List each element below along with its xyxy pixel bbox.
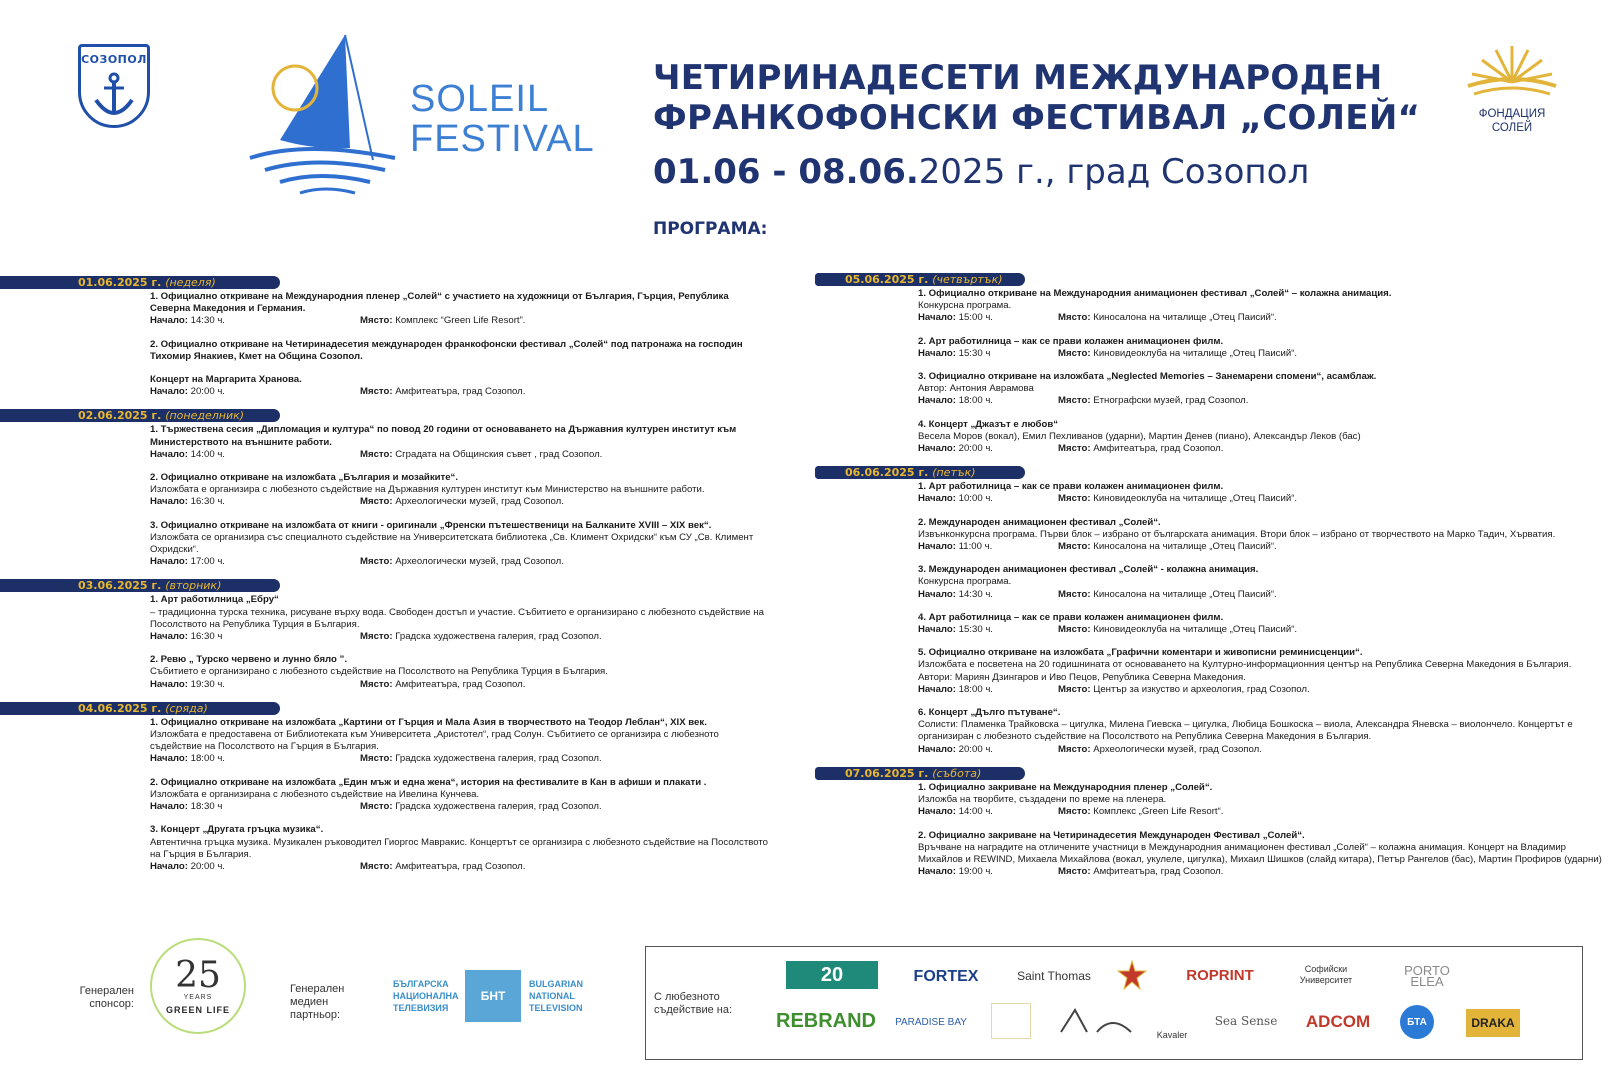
place-label: Място:: [360, 448, 393, 460]
place-value: Амфитеатъра, град Созопол.: [395, 860, 526, 872]
start-time: 16:30 ч.: [190, 496, 225, 508]
place-value: Киносалона на читалище „Отец Паисий“.: [1093, 588, 1277, 600]
sozopol-logo-text: СОЗОПОЛ: [81, 53, 147, 66]
day-header: [815, 767, 1025, 780]
day-weekday: (събота): [932, 766, 982, 780]
event-title: 1. Арт работилница – как се прави колажен анимационен филм.: [918, 481, 1224, 493]
start-time: 14:00 ч.: [958, 806, 993, 818]
day-weekday: (неделя): [165, 276, 216, 289]
event-item: [150, 594, 770, 643]
partner-logo-roprint: ROPRINT: [1186, 966, 1254, 984]
place-value: Археологически музей, град Созопол.: [1093, 743, 1262, 755]
event-title: 1. Официално откриване на Международния пленер „Солей“ с участието на художници от България, Гърция, Република Северна Македония и Германия.: [150, 291, 729, 315]
start-label: Начало:: [918, 588, 956, 600]
partner-logo-porto-elea: PORTO ELEA: [1404, 963, 1450, 989]
event-title: 2. Официално откриване на изложбата „Един мъж и една жена“, история на фестивалите в Кан в афиши и плакати .: [150, 776, 707, 788]
event-item: [150, 374, 770, 398]
schedule-day: [815, 466, 1605, 756]
event-title: 4. Арт работилница – как се прави колажен анимационен филм.: [918, 611, 1224, 623]
sun-icon: [1466, 42, 1558, 102]
event-title: 2. Арт работилница – как се прави колажен анимационен филм.: [918, 335, 1224, 347]
event-time-place: [918, 493, 1605, 505]
event-time-place: [918, 589, 1605, 601]
event-item: [150, 291, 770, 328]
event-time-place: [918, 348, 1605, 360]
place-label: Място:: [360, 678, 393, 690]
event-title: Концерт на Маргарита Хранова.: [150, 374, 302, 386]
start-time: 15:30 ч.: [958, 624, 993, 636]
partner-logo-sea-sense: Sea Sense: [1214, 1013, 1278, 1028]
start-time: 11:00 ч.: [958, 541, 993, 553]
place-label: Място:: [360, 801, 393, 813]
event-item: [918, 830, 1605, 879]
bnt-bg-text: БЪЛГАРСКА НАЦИОНАЛНА ТЕЛЕВИЗИЯ: [393, 979, 459, 1013]
event-title: 1. Официално откриване на Международния анимационен фестивал „Солей“ – колажна анимация.: [918, 288, 1392, 299]
day-date: 02.06.2025 г.: [78, 409, 162, 423]
place-label: Място:: [1058, 347, 1091, 359]
event-time-place: [150, 753, 770, 765]
partner-logo-light: [991, 1003, 1031, 1039]
place-value: Киновидеоклуба на читалище „Отец Паисий“.: [1093, 347, 1298, 359]
start-label: Начало:: [918, 347, 956, 359]
bnt-mark: БНТ: [465, 970, 521, 1022]
program-label: ПРОГРАМА:: [653, 219, 768, 239]
day-date: 01.06.2025 г.: [78, 276, 162, 289]
event-title: 3. Международен анимационен фестивал „Солей“ - колажна анимация.: [918, 564, 1259, 576]
event-description: Изложбата се организира със специалното съдействие на Университетската библиотека „Св. Климент Охридски“ към СУ „Св. Климент Охридски“.: [150, 531, 754, 556]
place-value: Амфитеатъра, град Созопол.: [395, 678, 526, 690]
day-header: [815, 273, 1025, 286]
start-label: Начало:: [150, 753, 188, 765]
event-time-place: [918, 866, 1605, 878]
day-header: [815, 466, 1025, 479]
green-life-name: GREEN LIFE: [165, 1004, 230, 1015]
event-item: [150, 472, 770, 509]
start-label: Начало:: [918, 806, 956, 818]
event-time-place: [918, 541, 1605, 553]
day-weekday: (сряда): [165, 701, 208, 715]
event-title: 2. Официално откриване на изложбата „България и мозайките“.: [150, 472, 459, 484]
start-label: Начало:: [150, 448, 188, 460]
event-time-place: [150, 861, 770, 873]
start-label: Начало:: [918, 743, 956, 755]
schedule-left-column: [0, 276, 770, 884]
partner-logo-fortex: FORTEX: [913, 967, 979, 985]
place-label: Място:: [1058, 806, 1091, 818]
event-item: [150, 777, 770, 814]
place-label: Място:: [360, 860, 393, 872]
event-description: Извънконкурсна програма. Първи блок – избрано от българската анимация. Втори блок – избрано от творчеството на Марко Тадич, Хърватия.: [918, 528, 1556, 540]
place-value: Градска художествена галерия, град Созопол.: [395, 801, 602, 813]
start-time: 18:00 ч.: [190, 753, 225, 765]
schedule-day: [815, 273, 1605, 455]
event-time-place: [918, 312, 1605, 324]
start-time: 14:00 ч.: [190, 448, 225, 460]
event-item: [918, 371, 1605, 408]
event-item: [918, 782, 1605, 819]
schedule-day: [0, 409, 770, 568]
event-title: 1. Официално откриване на изложбата „Картини от Гърция и Мала Азия в творчеството на Теодор Леблан“, XIX век.: [150, 716, 707, 728]
start-time: 20:00 ч.: [958, 743, 993, 755]
partner-logo-adcom: ADCOM: [1305, 1011, 1371, 1031]
day-weekday: (понеделник): [165, 409, 245, 423]
place-label: Място:: [1058, 683, 1091, 695]
day-date: 03.06.2025 г.: [78, 579, 162, 593]
day-date: 05.06.2025 г.: [845, 273, 929, 286]
event-time-place: [918, 624, 1605, 636]
event-description: Конкурсна програма.: [918, 576, 1012, 588]
start-time: 19:00 ч.: [958, 866, 993, 878]
schedule-day: [0, 579, 770, 690]
start-time: 19:30 ч.: [190, 678, 225, 690]
place-label: Място:: [360, 496, 393, 508]
bnt-logo: [393, 970, 591, 1022]
event-description: Автор: Антония Аврамова: [918, 383, 1034, 395]
start-time: 18:00 ч.: [958, 683, 993, 695]
day-header: [0, 702, 280, 715]
event-description: Весела Моров (вокал), Емил Пехливанов (ударни), Мартин Денев (пиано), Александър Леков (бас): [918, 430, 1361, 442]
partner-logo-paradise-bay: PARADISE BAY: [895, 1016, 967, 1028]
support-label: С любезното съдействие на:: [654, 991, 733, 1016]
dates-rest: 2025 г., град Созопол: [918, 152, 1310, 192]
place-label: Място:: [1058, 588, 1091, 600]
place-value: Сградата на Общинския съвет , град Созопол.: [395, 448, 603, 460]
partner-logo-20: 20: [786, 961, 878, 989]
place-label: Място:: [360, 631, 393, 643]
start-time: 16:30 ч: [190, 631, 223, 643]
event-item: [150, 824, 770, 873]
event-item: [918, 336, 1605, 360]
event-title: 2. Международен анимационен фестивал „Солей“.: [918, 516, 1161, 528]
start-label: Начало:: [918, 493, 956, 505]
start-label: Начало:: [150, 678, 188, 690]
green-life-logo: [150, 938, 246, 1034]
event-description: Връчване на наградите на отличените участници в Международния анимационен фестивал „Солей“ – колажна анимация. Концерт на Владимир Михайлов и REWIND, Михаела Михайлова (вокал, укулеле, цигулка), Михаил Шишков (слайд китара), Петър Рангелов (бас), Мартин Профиров (ударни): [918, 841, 1602, 865]
media-partner-label: Генерален медиен партньор:: [290, 983, 345, 1021]
place-label: Място:: [1058, 866, 1091, 878]
event-title: 6. Концерт „Дълго пътуване“.: [918, 707, 1061, 719]
start-time: 15:30 ч: [958, 347, 991, 359]
place-value: Киносалона на читалище „Отец Паисий“.: [1093, 541, 1277, 553]
start-label: Начало:: [918, 866, 956, 878]
start-time: 18:30 ч: [190, 801, 223, 813]
partner-logo-drawing: [1056, 1003, 1136, 1039]
start-label: Начало:: [150, 386, 188, 398]
event-time-place: [150, 556, 770, 568]
event-description: Изложбата е предоставена от Библиотеката към Университета „Аристотел“, град Солун. Събитието се организира с любезното съдействие на Посолството на Гърция в България.: [150, 729, 719, 753]
place-label: Място:: [360, 386, 393, 398]
day-weekday: (петък): [932, 466, 976, 480]
day-date: 07.06.2025 г.: [845, 766, 929, 780]
day-header: [0, 579, 280, 592]
place-value: Комплекс „Green Life Resort“.: [1093, 806, 1224, 818]
schedule-right-column: [815, 273, 1605, 889]
start-time: 14:30 ч.: [190, 315, 225, 327]
event-description: – традиционна турска техника, рисуване върху вода. Свободен достъп и участие. Събитието е организирано с любезното съдействие на Посолството на Република Турция в България.: [150, 606, 764, 630]
start-label: Начало:: [150, 801, 188, 813]
event-time-place: [150, 315, 770, 327]
festival-dates: [653, 152, 1309, 192]
event-description: Изложбата е посветена на 20 годишнината от основаването на Културно-информационния център на Република Северна Македония в България. Автори: Мариян Дзингаров и Иво Пецов, Република Северна Македония.: [918, 659, 1572, 683]
start-label: Начало:: [918, 312, 956, 324]
place-label: Място:: [1058, 395, 1091, 407]
event-item: [918, 288, 1605, 325]
event-item: [150, 520, 770, 569]
event-item: [918, 707, 1605, 756]
event-title: 5. Официално откриване на изложбата „Графични коментари и живописни реминисценции“.: [918, 647, 1363, 659]
event-item: [918, 647, 1605, 696]
place-value: Амфитеатъра, град Созопол.: [1093, 866, 1224, 878]
event-title: 3. Официално откриване на изложбата от книги - оригинали „Френски пътешественици на Балканите XVIII – XIX век“.: [150, 519, 712, 531]
event-title: 2. Официално откриване на Четиринадесетия международен франкофонски фестивал „Солей“ под патронажа на господин Тихомир Янакиев, Кмет на Община Созопол.: [150, 338, 743, 362]
event-title: 3. Концерт „Другата гръцка музика“.: [150, 824, 324, 836]
start-label: Начало:: [150, 496, 188, 508]
start-time: 15:00 ч.: [958, 312, 993, 324]
start-time: 17:00 ч.: [190, 556, 225, 568]
event-title: 2. Ревю „ Турско червено и лунно бяло ”.: [150, 654, 348, 666]
partner-logo-star: [1116, 959, 1148, 991]
event-title: 3. Официално откриване на изложбата „Neglected Memories – Занемарени спомени“, асамблаж.: [918, 371, 1377, 383]
start-time: 18:00 ч.: [958, 395, 993, 407]
event-description: Изложба на творбите, създадени по време на пленера.: [918, 794, 1167, 806]
page-title: [653, 58, 1420, 138]
festival-logo-word-2: FESTIVAL: [410, 118, 595, 160]
partner-logo-kavaler: Kavaler: [1156, 1030, 1188, 1040]
event-item: [918, 419, 1605, 456]
sail-boat-icon: [245, 30, 415, 205]
event-item: [150, 717, 770, 766]
event-time-place: [150, 631, 770, 643]
day-header: [0, 276, 280, 289]
festival-logo-word-1: SOLEIL: [410, 78, 550, 120]
green-life-number: 25: [175, 954, 221, 996]
start-label: Начало:: [918, 541, 956, 553]
day-date: 04.06.2025 г.: [78, 701, 162, 715]
event-description: Конкурсна програма.: [918, 300, 1012, 312]
place-value: Археологически музей, град Созопол.: [395, 496, 564, 508]
schedule-day: [815, 767, 1605, 878]
event-time-place: [150, 496, 770, 508]
green-life-years: YEARS: [183, 993, 213, 1001]
place-value: Киносалона на читалище „Отец Паисий“.: [1093, 312, 1277, 324]
day-header: [0, 409, 280, 422]
star-icon: [1117, 960, 1147, 990]
event-description: Събитието е организирано с любезното съдействие на Посолството на Република Турция в България.: [150, 666, 608, 678]
bnt-en-text: BULGARIAN NATIONAL TELEVISION: [529, 979, 583, 1013]
place-label: Място:: [360, 315, 393, 327]
place-value: Център за изкуство и археология, град Созопол.: [1093, 683, 1310, 695]
start-time: 20:00 ч.: [190, 860, 225, 872]
start-label: Начало:: [918, 443, 956, 455]
event-time-place: [918, 806, 1605, 818]
title-line-2: ФРАНКОФОНСКИ ФЕСТИВАЛ „СОЛЕЙ“: [653, 98, 1421, 138]
day-weekday: (вторник): [165, 579, 222, 593]
start-time: 20:00 ч.: [958, 443, 993, 455]
event-time-place: [918, 395, 1605, 407]
sozopol-municipality-logo: [78, 44, 150, 128]
place-label: Място:: [1058, 624, 1091, 636]
event-time-place: [918, 684, 1605, 696]
event-title: 1. Официално закриване на Международния пленер „Солей“.: [918, 781, 1213, 793]
place-label: Място:: [1058, 541, 1091, 553]
place-label: Място:: [1058, 743, 1091, 755]
partner-logo-saint-thomas: Saint Thomas: [1017, 968, 1091, 983]
place-value: Киновидеоклуба на читалище „Отец Паисий“.: [1093, 493, 1298, 505]
place-value: Киновидеоклуба на читалище „Отец Паисий“.: [1093, 624, 1298, 636]
place-label: Място:: [1058, 493, 1091, 505]
event-title: 4. Концерт „Джазът е любов“: [918, 418, 1059, 430]
place-label: Място:: [360, 556, 393, 568]
event-time-place: [150, 801, 770, 813]
start-label: Начало:: [918, 683, 956, 695]
schedule-day: [0, 702, 770, 873]
event-item: [150, 339, 770, 363]
start-label: Начало:: [918, 395, 956, 407]
event-description: Изложбата е организира с любезното съдействие на Държавния културен институт към Министерство на външните работи.: [150, 484, 705, 496]
place-value: Амфитеатъра, град Созопол.: [1093, 443, 1224, 455]
event-description: Изложбата е организирана с любезното съдействие на Ивелина Кунчева.: [150, 788, 480, 800]
place-label: Място:: [360, 753, 393, 765]
start-time: 20:00 ч.: [190, 386, 225, 398]
event-title: 1. Арт работилница „Ебру“: [150, 594, 279, 606]
sketch-icon: [1057, 1004, 1135, 1038]
start-label: Начало:: [918, 624, 956, 636]
anchor-icon: [92, 70, 136, 122]
soleil-foundation-logo: [1462, 42, 1562, 135]
place-value: Градска художествена галерия, град Созопол.: [395, 753, 602, 765]
schedule-day: [0, 276, 770, 398]
partners-box: [645, 946, 1583, 1060]
start-label: Начало:: [150, 631, 188, 643]
place-label: Място:: [1058, 443, 1091, 455]
place-label: Място:: [1058, 312, 1091, 324]
start-label: Начало:: [150, 860, 188, 872]
event-item: [918, 517, 1605, 554]
place-value: Археологически музей, град Созопол.: [395, 556, 564, 568]
partner-logo-rebrand: REBRAND: [776, 1009, 876, 1032]
start-label: Начало:: [150, 556, 188, 568]
event-time-place: [150, 386, 770, 398]
place-value: Етнографски музей, град Созопол.: [1093, 395, 1249, 407]
event-title: 1. Тържествена сесия „Дипломация и култура“ по повод 20 години от основаването на Държавния културен институт към Министерството на външните работи.: [150, 424, 737, 448]
event-item: [918, 612, 1605, 636]
event-item: [918, 564, 1605, 601]
place-value: Комплекс “Green Life Resort”.: [395, 315, 526, 327]
place-value: Градска художествена галерия, град Созопол.: [395, 631, 602, 643]
partner-logo-draka: DRAKA: [1466, 1009, 1520, 1037]
foundation-line-1: ФОНДАЦИЯ: [1478, 108, 1546, 120]
event-description: Автентична гръцка музика. Музикален ръководител Гиоргос Мавракис. Концертът се организира с любезното съдействие на Посолството на Гърция в България.: [150, 836, 768, 860]
start-time: 14:30 ч.: [958, 588, 993, 600]
start-time: 10:00 ч.: [958, 493, 993, 505]
partner-logo-sofia-university: Софийски Университет: [1299, 964, 1353, 985]
title-line-1: ЧЕТИРИНАДЕСЕТИ МЕЖДУНАРОДЕН: [653, 58, 1383, 98]
dates-bold: 01.06 - 08.06.: [653, 152, 919, 192]
event-time-place: [918, 744, 1605, 756]
partner-logo-bta: БТА: [1400, 1005, 1434, 1039]
event-time-place: [918, 443, 1605, 455]
event-title: 2. Официално закриване на Четиринадесетия Международен Фестивал „Солей“.: [918, 829, 1305, 841]
foundation-line-2: СОЛЕЙ: [1491, 122, 1533, 134]
day-weekday: (четвъртък): [932, 273, 1003, 286]
event-item: [918, 481, 1605, 505]
day-date: 06.06.2025 г.: [845, 466, 929, 480]
event-item: [150, 654, 770, 691]
event-item: [150, 424, 770, 461]
event-time-place: [150, 449, 770, 461]
start-label: Начало:: [150, 315, 188, 327]
event-time-place: [150, 679, 770, 691]
place-value: Амфитеатъра, град Созопол.: [395, 386, 526, 398]
general-sponsor-label: Генерален спонсор:: [79, 985, 134, 1010]
event-description: Солисти: Пламенка Трайковска – цигулка, Милена Гиевска – цигулка, Любица Бошкоска – виола, Александра Яневска – виолончело. Концертът е организиран с любезното съдействие на Посолството на Република Северна Македония в България.: [918, 719, 1573, 743]
